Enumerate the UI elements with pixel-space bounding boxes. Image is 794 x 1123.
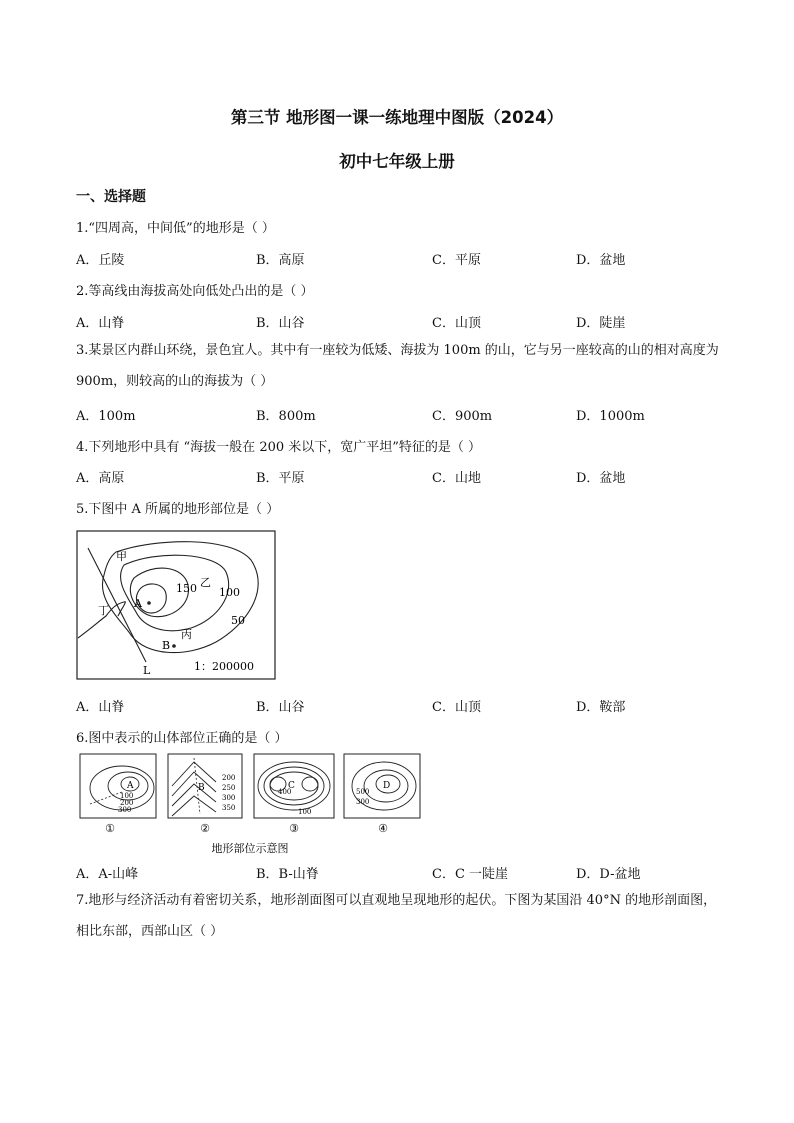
panel-1-label-200: 200 (120, 799, 134, 807)
document-subtitle: 初中七年级上册 (339, 152, 455, 171)
question-5-options (76, 696, 726, 716)
option-a[interactable]: A．丘陵 (76, 253, 125, 268)
panel-4-number: ④ (378, 822, 388, 835)
panel-2-label-350: 350 (222, 804, 236, 812)
terrain-parts-figure (76, 752, 422, 858)
option-a[interactable]: A．高原 (76, 471, 125, 486)
figure-6-caption: 地形部位示意图 (211, 842, 289, 855)
option-a[interactable]: A．山脊 (76, 700, 125, 715)
question-3-stem: 3.某景区内群山环绕，景色宜人。其中有一座较为低矮、海拔为 100m 的山，它与另一座较高的山的相对高度为 900m，则较高的山的海拔为（ ） (76, 343, 719, 389)
contour-label-150: 150 (176, 582, 197, 595)
panel-4-label-500: 500 (356, 788, 370, 796)
point-a-dot (147, 601, 151, 605)
label-yi: 乙 (200, 576, 211, 589)
question-3-options (76, 405, 726, 425)
option-d[interactable]: D．盆地 (576, 471, 626, 486)
point-b-dot (172, 644, 176, 648)
option-c[interactable]: C．平原 (432, 253, 481, 268)
label-ding: 丁 (98, 604, 109, 617)
option-d[interactable]: D．1000m (576, 409, 645, 424)
question-6-options (76, 863, 726, 883)
label-b: B (162, 639, 171, 652)
panel-2-label-250: 250 (222, 784, 236, 792)
panel-3-number: ③ (289, 822, 299, 835)
option-b[interactable]: B．山谷 (256, 316, 305, 331)
panel-2-label-300: 300 (222, 794, 236, 802)
panel-1-number: ① (105, 822, 115, 835)
question-1-options (76, 249, 726, 269)
label-bing: 丙 (181, 628, 192, 641)
panel-2-number: ② (200, 822, 210, 835)
label-jia: 甲 (116, 550, 127, 563)
panel-4-point: D (383, 781, 391, 791)
panel-3-point: C (288, 781, 295, 791)
label-l: L (143, 664, 151, 677)
option-b[interactable]: B．800m (256, 409, 316, 424)
panel-1-point: A (127, 781, 134, 791)
option-b[interactable]: B．B-山脊 (256, 867, 319, 882)
question-1-stem: 1.“四周高，中间低”的地形是（ ） (76, 221, 275, 236)
question-6-stem: 6.图中表示的山体部位正确的是（ ） (76, 731, 288, 746)
option-a[interactable]: A．A-山峰 (76, 867, 139, 882)
question-4-options (76, 467, 726, 487)
panel-2-label-200: 200 (222, 774, 236, 782)
panel-1-label-100: 100 (120, 792, 134, 800)
option-c[interactable]: C．C 一陡崖 (432, 867, 509, 882)
option-d[interactable]: D．D-盆地 (576, 867, 641, 882)
option-b[interactable]: B．平原 (256, 471, 305, 486)
contour-map-figure (76, 530, 276, 680)
option-b[interactable]: B．高原 (256, 253, 305, 268)
panel-3-label-100: 100 (298, 808, 312, 816)
label-a: A (134, 597, 142, 610)
map-scale: 1：200000 (194, 660, 254, 673)
question-2-stem: 2.等高线由海拔高处向低处凸出的是（ ） (76, 284, 314, 299)
option-c[interactable]: C．山地 (432, 471, 481, 486)
panel-4-label-300: 300 (356, 798, 370, 806)
option-a[interactable]: A．山脊 (76, 316, 125, 331)
section-heading: 一、选择题 (76, 189, 146, 205)
panel-2-point: B (198, 783, 205, 793)
option-d[interactable]: D．鞍部 (576, 700, 626, 715)
question-5-stem: 5.下图中 A 所属的地形部位是（ ） (76, 502, 280, 517)
question-2-options (76, 312, 726, 332)
contour-label-50: 50 (231, 614, 245, 627)
option-a[interactable]: A．100m (76, 409, 136, 424)
option-c[interactable]: C．山顶 (432, 700, 481, 715)
option-c[interactable]: C．山顶 (432, 316, 481, 331)
option-d[interactable]: D．陡崖 (576, 316, 626, 331)
contour-label-100: 100 (219, 586, 240, 599)
question-7-stem: 7.地形与经济活动有着密切关系，地形剖面图可以直观地呈现地形的起伏。下图为某国沿 40°N 的地形剖面图，相比东部，西部山区（ ） (76, 893, 717, 939)
option-d[interactable]: D．盆地 (576, 253, 626, 268)
option-b[interactable]: B．山谷 (256, 700, 305, 715)
option-c[interactable]: C．900m (432, 409, 493, 424)
question-4-stem: 4.下列地形中具有 “海拔一般在 200 米以下，宽广平坦”特征的是（ ） (76, 440, 482, 455)
document-title: 第三节 地形图一课一练地理中图版（2024） (230, 108, 564, 127)
panel-1-label-300: 300 (118, 806, 132, 814)
panel-3-label-400: 400 (278, 788, 292, 796)
